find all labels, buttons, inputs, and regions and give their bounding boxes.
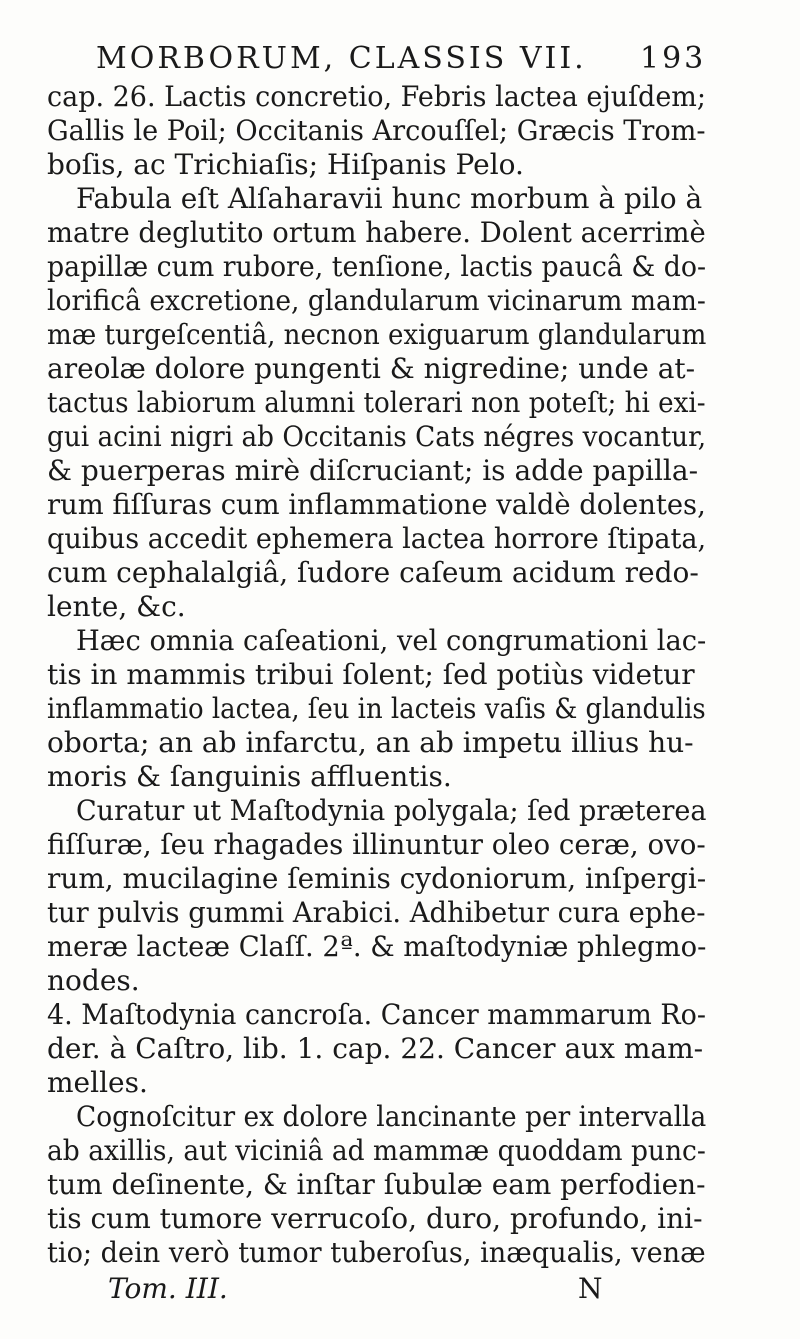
text-line: tio; dein verò tumor tuberoſus, inæqualis, venæ [47, 1236, 706, 1269]
text-line: meræ lacteæ Claſſ. 2ª. & maſtodyniæ phlegmo- [47, 930, 707, 963]
text-line: oborta; an ab infarctu, an ab impetu illius hu- [47, 726, 694, 759]
text-line: areolæ dolore pungenti & nigredine; unde at- [47, 352, 696, 385]
text-line: & puerperas mirè diſcruciant; is adde papilla- [47, 454, 699, 487]
text-line: rum, mucilagine ſeminis cydoniorum, inſpergi- [47, 862, 707, 895]
text-line: mæ turgeſcentiâ, necnon exiguarum glandularum [47, 318, 707, 351]
page-number: 193 [640, 41, 707, 76]
text-line: quibus accedit ephemera lactea horrore ſtipata, [47, 522, 707, 555]
text-line: Gallis le Poil; Occitanis Arcouſſel; Græcis Trom- [47, 114, 706, 147]
volume-footer: Tom. III. [108, 1272, 228, 1305]
text-line: tis in mammis tribui ſolent; ſed potiùs videtur [47, 658, 695, 691]
text-line: rum fiſſuras cum inflammatione valdè dolentes, [47, 488, 706, 521]
text-line: Cognoſcitur ex dolore lancinante per intervalla [76, 1100, 707, 1133]
text-line: tis cum tumore verrucoſo, duro, profundo, ini- [47, 1202, 703, 1235]
text-line: melles. [47, 1066, 148, 1099]
text-line: lorificâ excretione, glandularum vicinarum mam- [47, 284, 706, 317]
text-line: boſis, ac Trichiaſis; Hiſpanis Pelo. [47, 148, 524, 181]
text-line: tactus labiorum alumni tolerari non poteſt; hi exi- [47, 386, 706, 419]
text-line: fiſſuræ, ſeu rhagades illinuntur oleo ceræ, ovo- [47, 828, 706, 861]
text-line: Fabula eſt Alſaharavii hunc morbum à pilo à [76, 182, 703, 215]
text-line: der. à Caſtro, lib. 1. cap. 22. Cancer aux mam- [47, 1032, 704, 1065]
text-line: inflammatio lactea, ſeu in lacteis vaſis & glandulis [47, 692, 706, 725]
text-line: Hæc omnia caſeationi, vel congrumationi lac- [76, 624, 707, 657]
text-line: cum cephalalgiâ, ſudore caſeum acidum redo- [47, 556, 699, 589]
text-line: matre deglutito ortum habere. Dolent acerrimè [47, 216, 706, 249]
text-line: tur pulvis gummi Arabici. Adhibetur cura ephe- [47, 896, 706, 929]
signature-mark: N [578, 1272, 603, 1305]
text-line: Curatur ut Maſtodynia polygala; ſed præterea [76, 794, 707, 827]
text-line: cap. 26. Lactis concretio, Febris lactea ejuſdem; [47, 80, 706, 113]
running-header: MORBORUM, CLASSIS VII. [96, 41, 587, 76]
text-line: papillæ cum rubore, tenſione, lactis paucâ & do- [47, 250, 707, 283]
text-line: lente, &c. [47, 590, 186, 623]
text-line: tum deſinente, & inſtar ſubulæ eam perfodien- [47, 1168, 706, 1201]
text-line: gui acini nigri ab Occitanis Cats négres vocantur, [47, 420, 707, 453]
text-line: 4. Maſtodynia cancroſa. Cancer mammarum Ro- [47, 998, 706, 1031]
text-line: moris & ſanguinis affluentis. [47, 760, 452, 793]
text-line: nodes. [47, 964, 140, 997]
text-line: ab axillis, aut viciniâ ad mammæ quoddam punc- [47, 1134, 706, 1167]
